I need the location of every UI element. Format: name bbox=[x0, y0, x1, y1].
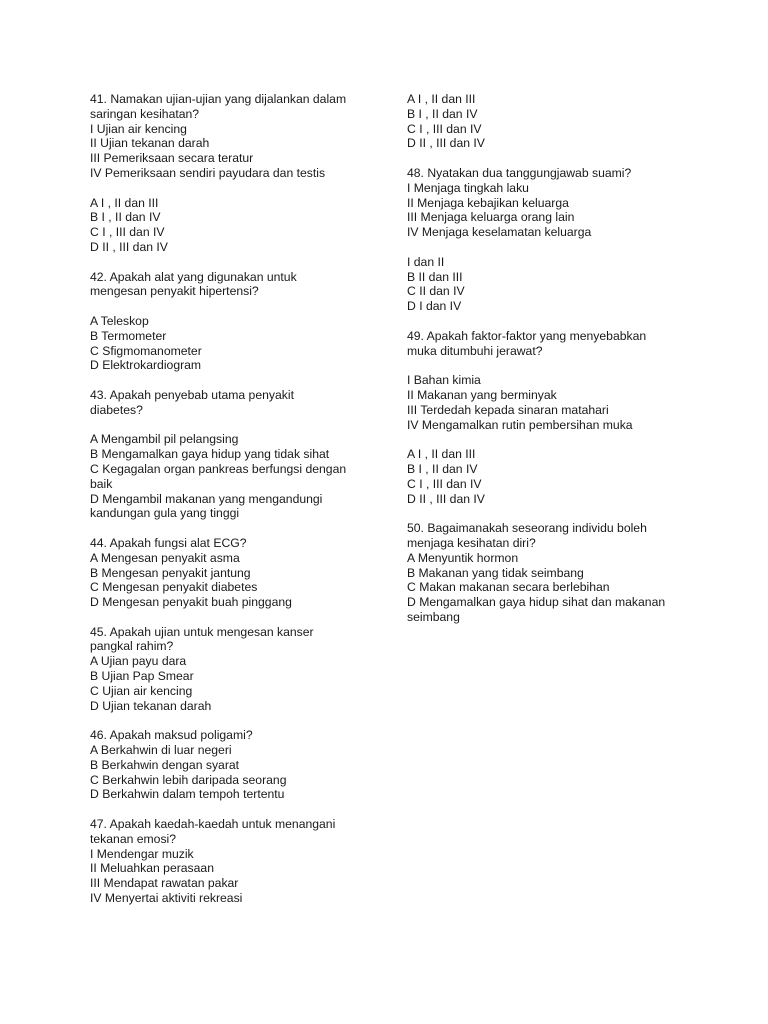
text-line: IV Pemeriksaan sendiri payudara dan testis bbox=[90, 165, 326, 180]
text-line: 49. Apakah faktor-faktor yang menyebabkan bbox=[407, 328, 647, 343]
text-line: C I , III dan IV bbox=[407, 121, 482, 136]
text-line: I Bahan kimia bbox=[407, 373, 481, 388]
text-line: D Mengambil makanan yang mengandungi bbox=[90, 491, 323, 506]
text-line: menjaga kesihatan diri? bbox=[407, 535, 536, 550]
text-line: A I , II dan III bbox=[90, 195, 159, 210]
text-line: C Kegagalan organ pankreas berfungsi dengan bbox=[90, 461, 347, 476]
text-line: II Ujian tekanan darah bbox=[90, 136, 210, 151]
blank-line bbox=[90, 181, 380, 196]
text-line: D Mengamalkan gaya hidup sihat dan makanan bbox=[407, 595, 666, 610]
text-line: D Berkahwin dalam tempoh tertentu bbox=[90, 787, 285, 802]
text-line: 48. Nyatakan dua tanggungjawab suami? bbox=[407, 165, 632, 180]
text-line: mengesan penyakit hipertensi? bbox=[90, 284, 259, 299]
text-line: pangkal rahim? bbox=[90, 639, 174, 654]
text-line: A I , II dan III bbox=[407, 447, 476, 462]
text-line: B I , II dan IV bbox=[407, 461, 478, 476]
text-line: D II , III dan IV bbox=[407, 136, 485, 151]
text-line: A Teleskop bbox=[90, 313, 149, 328]
text-line: A Mengesan penyakit asma bbox=[90, 550, 240, 565]
text-line: D I dan IV bbox=[407, 299, 462, 314]
blank-line bbox=[90, 521, 380, 536]
blank-line bbox=[407, 358, 687, 373]
text-line: I dan II bbox=[407, 254, 445, 269]
text-line: 41. Namakan ujian-ujian yang dijalankan dalam bbox=[90, 92, 347, 106]
text-line: I Menjaga tingkah laku bbox=[407, 180, 529, 195]
text-line: B I , II dan IV bbox=[407, 106, 478, 121]
text-line: B Mengamalkan gaya hidup yang tidak sihat bbox=[90, 447, 330, 462]
text-line: C Berkahwin lebih daripada seorang bbox=[90, 772, 287, 787]
text-line: D Mengesan penyakit buah pinggang bbox=[90, 595, 292, 610]
text-line: I Ujian air kencing bbox=[90, 121, 187, 136]
text-line: B I , II dan IV bbox=[90, 210, 161, 225]
text-line: diabetes? bbox=[90, 402, 143, 417]
text-line: A Menyuntik hormon bbox=[407, 550, 519, 565]
text-line: B Makanan yang tidak seimbang bbox=[407, 565, 584, 580]
text-line: A Mengambil pil pelangsing bbox=[90, 432, 239, 447]
text-line: B Berkahwin dengan syarat bbox=[90, 757, 240, 772]
text-line: III Terdedah kepada sinaran matahari bbox=[407, 402, 609, 417]
text-line: C II dan IV bbox=[407, 284, 465, 299]
text-line: I Mendengar muzik bbox=[90, 846, 194, 861]
text-line: B Mengesan penyakit jantung bbox=[90, 565, 251, 580]
blank-line bbox=[90, 418, 380, 433]
text-line: B Termometer bbox=[90, 328, 167, 343]
text-line: 45. Apakah ujian untuk mengesan kanser bbox=[90, 624, 314, 639]
text-line: III Menjaga keluarga orang lain bbox=[407, 210, 575, 225]
text-line: A Berkahwin di luar negeri bbox=[90, 743, 232, 758]
text-line: baik bbox=[90, 476, 113, 491]
blank-line bbox=[90, 802, 380, 817]
text-line: C I , III dan IV bbox=[407, 476, 482, 491]
text-line: A I , II dan III bbox=[407, 92, 476, 106]
blank-line bbox=[90, 373, 380, 388]
blank-line bbox=[407, 432, 687, 447]
text-line: D II , III dan IV bbox=[90, 239, 168, 254]
text-line: 50. Bagaimanakah seseorang individu boleh bbox=[407, 521, 647, 536]
text-line: 47. Apakah kaedah-kaedah untuk menangani bbox=[90, 817, 336, 832]
text-line: tekanan emosi? bbox=[90, 831, 177, 846]
text-line: C Ujian air kencing bbox=[90, 683, 193, 698]
blank-line bbox=[407, 506, 687, 521]
text-line: 46. Apakah maksud poligami? bbox=[90, 728, 253, 743]
text-line: C Mengesan penyakit diabetes bbox=[90, 580, 258, 595]
left-text-column bbox=[90, 92, 380, 906]
text-line: IV Menjaga keselamatan keluarga bbox=[407, 225, 592, 240]
text-line: D Elektrokardiogram bbox=[90, 358, 202, 373]
text-line: III Pemeriksaan secara teratur bbox=[90, 151, 254, 166]
blank-line bbox=[407, 314, 687, 329]
text-line: B II dan III bbox=[407, 269, 463, 284]
text-line: 43. Apakah penyebab utama penyakit bbox=[90, 387, 294, 402]
text-line: D Ujian tekanan darah bbox=[90, 698, 212, 713]
text-line: A Ujian payu dara bbox=[90, 654, 187, 669]
text-line: IV Mengamalkan rutin pembersihan muka bbox=[407, 417, 633, 432]
blank-line bbox=[90, 299, 380, 314]
text-line: III Mendapat rawatan pakar bbox=[90, 876, 239, 891]
text-line: II Menjaga kebajikan keluarga bbox=[407, 195, 569, 210]
text-line: saringan kesihatan? bbox=[90, 106, 200, 121]
text-line: IV Menyertai aktiviti rekreasi bbox=[90, 891, 243, 906]
text-line: 42. Apakah alat yang digunakan untuk bbox=[90, 269, 297, 284]
text-line: C Makan makanan secara berlebihan bbox=[407, 580, 610, 595]
blank-line bbox=[407, 151, 687, 166]
blank-line bbox=[90, 713, 380, 728]
blank-line bbox=[90, 255, 380, 270]
blank-line bbox=[407, 240, 687, 255]
text-line: kandungan gula yang tinggi bbox=[90, 506, 240, 521]
text-line: C I , III dan IV bbox=[90, 225, 165, 240]
text-line: C Sfigmomanometer bbox=[90, 343, 202, 358]
text-line: II Meluahkan perasaan bbox=[90, 861, 214, 876]
blank-line bbox=[90, 610, 380, 625]
text-line: 44. Apakah fungsi alat ECG? bbox=[90, 535, 247, 550]
text-line: seimbang bbox=[407, 609, 460, 624]
text-line: D II , III dan IV bbox=[407, 491, 485, 506]
text-line: muka ditumbuhi jerawat? bbox=[407, 343, 543, 358]
text-line: II Makanan yang berminyak bbox=[407, 387, 557, 402]
text-line: B Ujian Pap Smear bbox=[90, 669, 194, 684]
right-text-column bbox=[407, 92, 687, 625]
